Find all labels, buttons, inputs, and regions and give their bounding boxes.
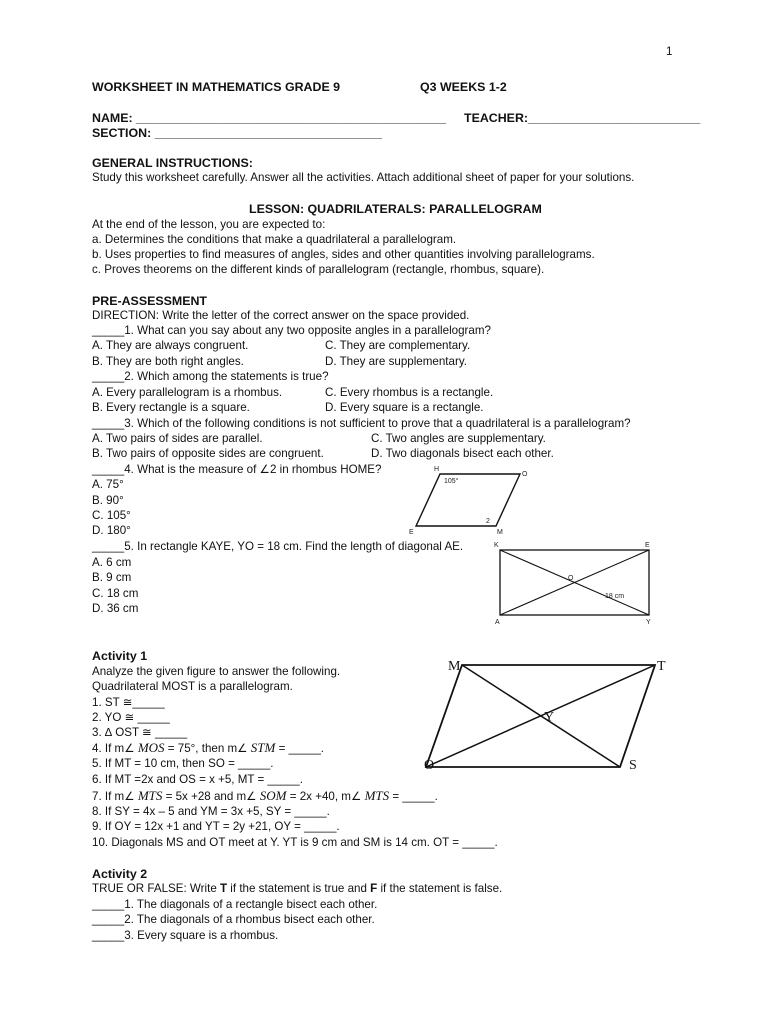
parallelogram-most-figure	[415, 652, 675, 785]
activity1-item-7	[92, 789, 438, 804]
item4-angle-stm: STM	[250, 740, 276, 755]
direction-part-a: TRUE OR FALSE: Write	[92, 882, 220, 895]
activity1-statement: Quadrilateral MOST is a parallelogram.	[92, 680, 293, 693]
vertex-h: H	[434, 466, 440, 473]
q1-stem: _____1. What can you say about any two opposite angles in a parallelogram?	[92, 324, 491, 337]
instructions-heading: GENERAL INSTRUCTIONS:	[92, 156, 253, 170]
item4-part-a: 4. If m∠	[92, 742, 138, 755]
center-o: O	[568, 575, 574, 582]
lesson-intro: At the end of the lesson, you are expected to:	[92, 218, 326, 231]
q1-choice-c: C. They are complementary.	[325, 339, 471, 352]
q3-choice-c: C. Two angles are supplementary.	[371, 432, 546, 445]
item7-part-e: = 2x +40, m∠	[286, 790, 365, 803]
objective-b: b. Uses properties to find measures of angles, sides and other quantities involving parallelograms.	[92, 248, 595, 261]
q3-choice-b: B. Two pairs of opposite sides are congruent.	[92, 447, 324, 460]
q5-choice-a: A. 6 cm	[92, 556, 132, 569]
item7-angle-som: SOM	[259, 788, 287, 803]
direction-part-c: if the statement is false.	[377, 882, 503, 895]
q3-stem: _____3. Which of the following conditions is not sufficient to prove that a quadrilateral is a parallelogram?	[92, 417, 631, 430]
activity1-item-2: 2. YO ≅ _____	[92, 711, 170, 724]
q4-choice-c: C. 105°	[92, 509, 131, 522]
activity1-heading: Activity 1	[92, 649, 148, 663]
vertex-y: Y	[646, 619, 651, 626]
item7-part-a: 7. If m∠	[92, 790, 138, 803]
activity1-item-1: 1. ST ≅_____	[92, 696, 165, 709]
angle-105-label: 105°	[444, 478, 459, 485]
weeks-label: Q3 WEEKS 1-2	[420, 80, 507, 94]
q1-choice-a: A. They are always congruent.	[92, 339, 249, 352]
vertex-t: T	[657, 659, 666, 674]
q5-choice-d: D. 36 cm	[92, 602, 139, 615]
activity2-item-3: _____3. Every square is a rhombus.	[92, 929, 279, 942]
activity1-item-10: 10. Diagonals MS and OT meet at Y. YT is 9 cm and SM is 14 cm. OT = _____.	[92, 836, 498, 849]
vertex-m: M	[448, 659, 461, 674]
pre-assessment-heading: PRE-ASSESSMENT	[92, 294, 207, 308]
item7-part-g: = _____.	[389, 790, 438, 803]
angle-2-label: 2	[486, 518, 490, 525]
objective-a: a. Determines the conditions that make a quadrilateral a parallelogram.	[92, 233, 457, 246]
worksheet-title: WORKSHEET IN MATHEMATICS GRADE 9	[92, 80, 341, 94]
item7-angle-mts: MTS	[137, 788, 163, 803]
activity1-item-5: 5. If MT = 10 cm, then SO = _____.	[92, 757, 274, 770]
activity2-item-2: _____2. The diagonals of a rhombus bisect each other.	[92, 913, 375, 926]
section-field[interactable]: SECTION: _________________________________	[92, 126, 383, 140]
q5-stem: _____5. In rectangle KAYE, YO = 18 cm. Find the length of diagonal AE.	[92, 540, 464, 553]
item7-part-c: = 5x +28 and m∠	[162, 790, 260, 803]
rhombus-home-figure	[400, 462, 530, 540]
instructions-text: Study this worksheet carefully. Answer all the activities. Attach additional sheet of paper for your solutions.	[92, 171, 635, 184]
activity1-item-4	[92, 741, 324, 756]
teacher-field[interactable]: TEACHER:_________________________	[464, 111, 701, 125]
vertex-k: K	[494, 542, 499, 549]
activity1-item-3: 3. ∆ OST ≅ _____	[92, 726, 188, 739]
lesson-title: LESSON: QUADRILATERALS: PARALLELOGRAM	[249, 202, 542, 216]
q1-choice-b: B. They are both right angles.	[92, 355, 244, 368]
item4-part-c: = 75°, then m∠	[164, 742, 251, 755]
vertex-o: O	[522, 471, 528, 478]
q5-choice-c: C. 18 cm	[92, 587, 139, 600]
q4-choice-b: B. 90°	[92, 494, 124, 507]
direction-true-letter: T	[219, 882, 228, 895]
length-label: 18 cm	[605, 593, 625, 600]
vertex-s: S	[629, 758, 637, 773]
q2-stem: _____2. Which among the statements is true?	[92, 370, 329, 383]
q2-choice-c: C. Every rhombus is a rectangle.	[325, 386, 494, 399]
q3-choice-d: D. Two diagonals bisect each other.	[371, 447, 554, 460]
intersection-y: Y	[544, 710, 555, 725]
activity1-item-8: 8. If SY = 4x – 5 and YM = 3x +5, SY = _____.	[92, 805, 330, 818]
objective-c: c. Proves theorems on the different kinds of parallelogram (rectangle, rhombus, square).	[92, 263, 545, 276]
q1-choice-d: D. They are supplementary.	[325, 355, 467, 368]
q2-choice-d: D. Every square is a rectangle.	[325, 401, 484, 414]
direction-part-b: if the statement is true and	[227, 882, 371, 895]
page-number: 1	[666, 45, 673, 58]
q3-choice-a: A. Two pairs of sides are parallel.	[92, 432, 263, 445]
q2-choice-a: A. Every parallelogram is a rhombus.	[92, 386, 283, 399]
q4-stem: _____4. What is the measure of ∠2 in rhombus HOME?	[92, 463, 382, 476]
q4-choice-d: D. 180°	[92, 524, 131, 537]
item4-part-e: = _____.	[275, 742, 325, 755]
rhombus-outline	[416, 474, 520, 526]
activity2-heading: Activity 2	[92, 867, 148, 881]
vertex-e: E	[409, 529, 414, 536]
vertex-e2: E	[645, 542, 650, 549]
activity1-item-6: 6. If MT =2x and OS = x +5, MT = _____.	[92, 773, 303, 786]
vertex-o: O	[424, 758, 435, 773]
pre-assessment-direction: DIRECTION: Write the letter of the correct answer on the space provided.	[92, 309, 470, 322]
rectangle-kaye-figure	[490, 540, 660, 629]
activity2-direction	[92, 882, 502, 896]
activity2-item-1: _____1. The diagonals of a rectangle bisect each other.	[92, 898, 378, 911]
activity1-intro: Analyze the given figure to answer the following.	[92, 665, 341, 678]
diagonal-ot	[426, 665, 655, 767]
item4-angle-mos: MOS	[137, 740, 165, 755]
q5-choice-b: B. 9 cm	[92, 571, 132, 584]
item7-angle-mts-2: MTS	[364, 788, 390, 803]
q4-choice-a: A. 75°	[92, 478, 124, 491]
name-field[interactable]: NAME: _____________________________________________	[92, 111, 447, 125]
direction-false-letter: F	[370, 882, 378, 895]
vertex-m: M	[497, 529, 503, 536]
activity1-item-9: 9. If OY = 12x +1 and YT = 2y +21, OY = _____.	[92, 820, 340, 833]
vertex-a: A	[495, 619, 500, 626]
q2-choice-b: B. Every rectangle is a square.	[92, 401, 250, 414]
